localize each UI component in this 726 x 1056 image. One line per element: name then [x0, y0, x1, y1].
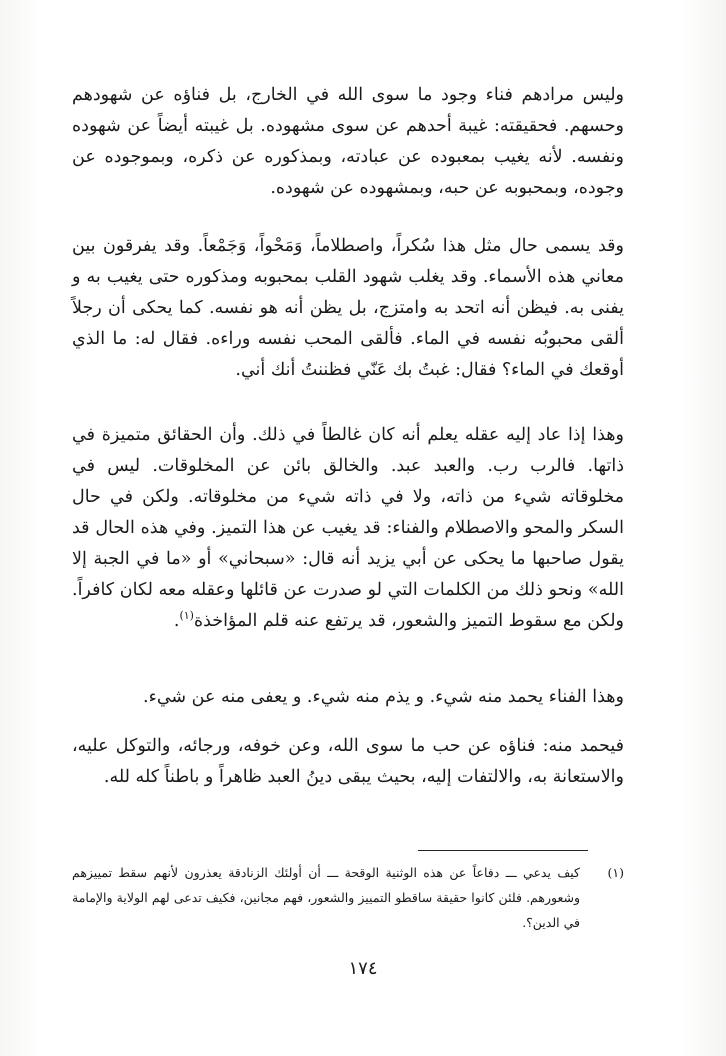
footnote-reference[interactable]: (١)	[179, 609, 194, 623]
page-number: ١٧٤	[348, 958, 378, 979]
footnote-separator	[418, 850, 588, 851]
paragraph-5: فيحمد منه: فناؤه عن حب ما سوى الله، وعن خوفه، ورجائه، والتوكل عليه، والاستعانة به، والالتفات إليه، بحيث يبقى دينُ العبد ظاهراً و باطناً كله لله.	[72, 736, 624, 787]
paragraph-4: وهذا الفناء يحمد منه شيء. و يذم منه شيء. و يعفى منه عن شيء.	[143, 687, 624, 707]
footnote-marker: (١)	[607, 865, 624, 880]
paragraph-3: وهذا إذا عاد إليه عقله يعلم أنه كان غالطاً في ذلك. وأن الحقائق متميزة في ذاتها. فالرب رب. والعبد عبد. والخالق بائن عن المخلوقات. ليس في مخلوقاته شيء من ذاته، ولا في ذاته شيء من مخلوقاته. ولكن في حال السكر والمحو والاصطلام والفناء: قد يغيب عن هذا التميز. وفي هذه الحال قد يقول صاحبها ما يحكى عن أبي يزيد أنه قال: «سبحاني» أو «ما في الجبة إلا الله» ونحو ذلك من الكلمات التي لو صدرت عن قائلها وعقله معه لكان كافراً. ولكن مع سقوط التميز والشعور، قد يرتفع عنه قلم المؤاخذة$^{(١)}$.	[72, 425, 624, 631]
paragraph-1: وليس مرادهم فناء وجود ما سوى الله في الخارج، بل فناؤه عن شهودهم وحسهم. فحقيقته: غيبة أحدهم عن سوى مشهوده. بل غيبته أيضاً عن شهوده ونفسه. لأنه يغيب بمعبوده عن عبادته، وبمذكوره عن ذكره، وبموجوده عن وجوده، وبمحبوبه عن حبه، وبمشهوده عن شهوده.	[72, 85, 624, 198]
footnote-text: كيف يدعي ـــ دفاعاً عن هذه الوثنية الوقحة ـــ أن أولئك الزنادقة يعذرون لأنهم سقط تمييزهم وشعورهم. فلئن كانوا حقيقة ساقطو التمييز والشعور، فهم مجانين، فكيف تدعى لهم الولاية والإمامة في الدين؟.	[72, 865, 580, 930]
paragraph-2: وقد يسمى حال مثل هذا سُكراً، واصطلاماً، وَمَحْواً، وَجَمْعاً. وقد يفرقون بين معاني هذه الأسماء. وقد يغلب شهود القلب بمحبوبه ومذكوره حتى يغيب به و يفنى به. فيظن أنه اتحد به وامتزج، بل يظن أنه هو نفسه. كما يحكى أن رجلاً ألقى محبوبُه نفسه في الماء. فألقى المحب نفسه وراءه. فقال له: ما الذي أوقعك في الماء؟ فقال: غبتُ بك عَنّي فظننتُ أنك أني.	[72, 236, 624, 380]
paragraph-3-text: وهذا إذا عاد إليه عقله يعلم أنه كان غالطاً في ذلك. وأن الحقائق متميزة في ذاتها. فالرب رب. والعبد عبد. والخالق بائن عن المخلوقات. ليس في مخلوقاته شيء من ذاته، ولا في ذاته شيء من مخلوقاته. ولكن في حال السكر والمحو والاصطلام والفناء: قد يغيب عن هذا التميز. وفي هذه الحال قد يقول صاحبها ما يحكى عن أبي يزيد أنه قال: «سبحاني» أو «ما في الجبة إلا الله» ونحو ذلك من الكلمات التي لو صدرت عن قائلها وعقله معه لكان كافراً. ولكن مع سقوط التميز والشعور، قد يرتفع عنه قلم المؤاخذة	[72, 425, 624, 631]
footnote	[72, 860, 624, 935]
